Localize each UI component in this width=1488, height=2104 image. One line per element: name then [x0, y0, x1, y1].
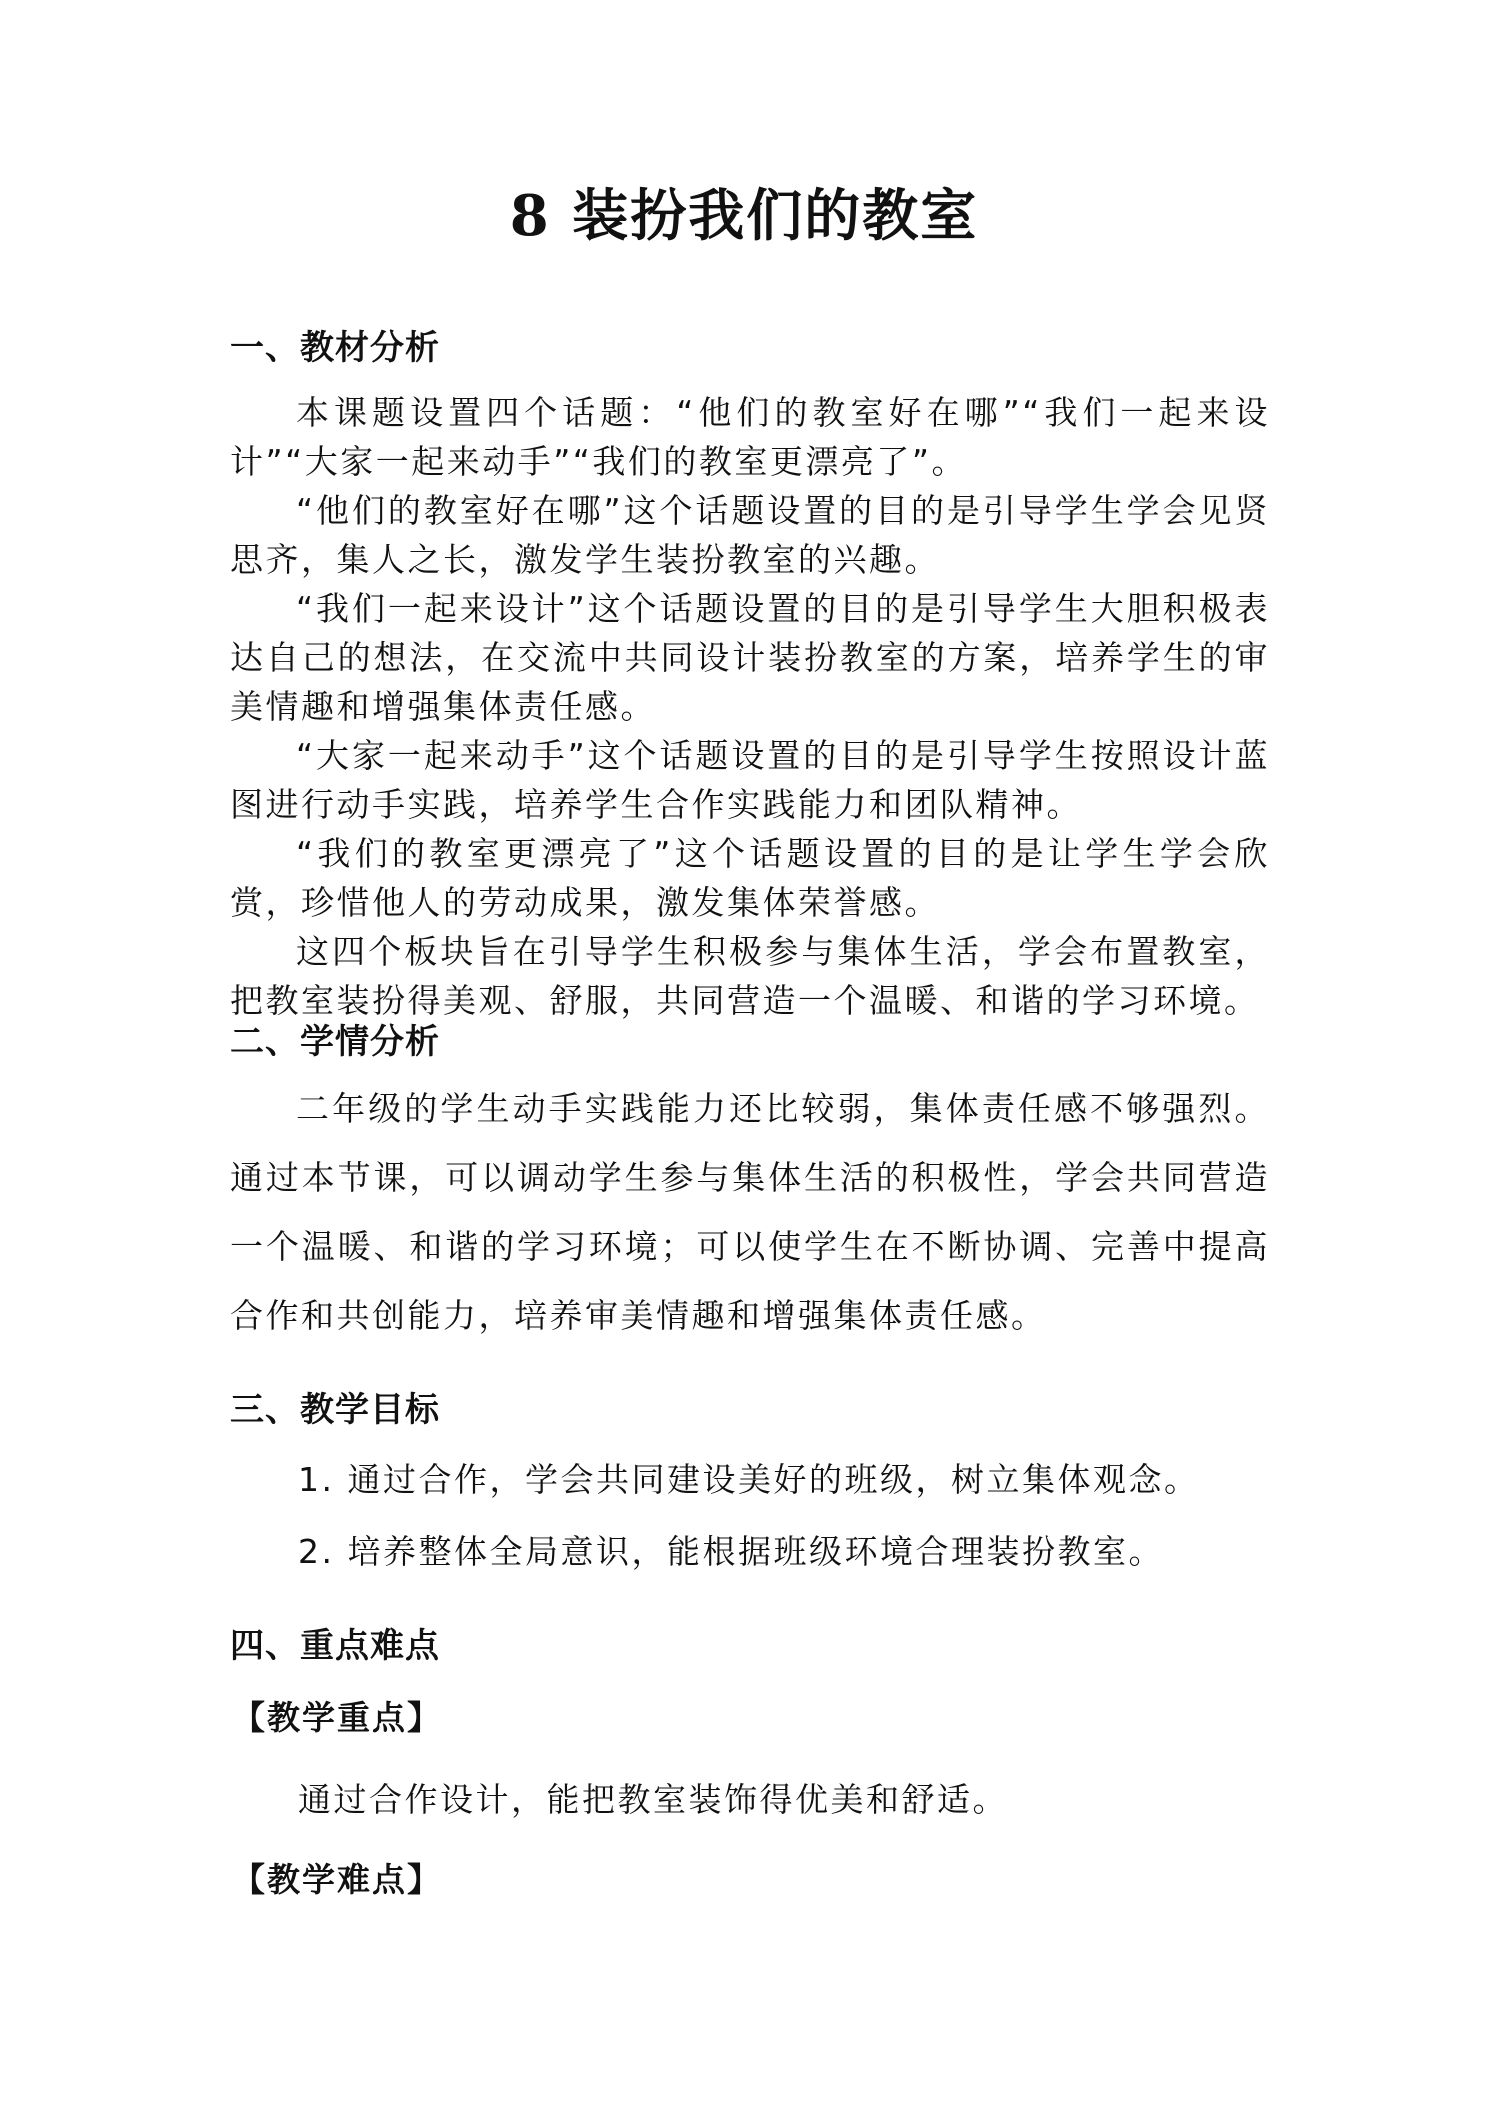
key-point-label: 【教学重点】	[232, 1698, 442, 1737]
paragraph: 这四个板块旨在引导学生积极参与集体生活，学会布置教室，把教室装扮得美观、舒服，共同营造一个温暖、和谐的学习环境。	[230, 932, 1270, 1020]
section-heading-textbook-analysis: 一、教材分析	[230, 328, 440, 368]
paragraph: 二年级的学生动手实践能力还比较弱，集体责任感不够强烈。通过本节课，可以调动学生参与集体生活的积极性，学会共同营造一个温暖、和谐的学习环境；可以使学生在不断协调、完善中提高合作和共创能力，培养审美情趣和增强集体责任感。	[230, 1089, 1270, 1335]
paragraph: “我们一起来设计”这个话题设置的目的是引导学生大胆积极表达自己的想法，在交流中共同设计装扮教室的方案，培养学生的审美情趣和增强集体责任感。	[230, 589, 1270, 726]
key-point-text: 通过合作设计，能把教室装饰得优美和舒适。	[298, 1780, 1008, 1819]
paragraph: 本课题设置四个话题：“他们的教室好在哪”“我们一起来设计”“大家一起来动手”“我们的教室更漂亮了”。	[230, 393, 1270, 481]
section-heading-key-points: 四、重点难点	[230, 1626, 440, 1666]
student-analysis-body	[230, 1074, 1270, 1350]
document-title: 8 装扮我们的教室	[509, 183, 979, 249]
paragraph: “我们的教室更漂亮了”这个话题设置的目的是让学生学会欣赏，珍惜他人的劳动成果，激发集体荣誉感。	[230, 834, 1270, 922]
paragraph: “他们的教室好在哪”这个话题设置的目的是引导学生学会见贤思齐，集人之长，激发学生装扮教室的兴趣。	[230, 491, 1270, 579]
goal-item-1: 1. 通过合作，学会共同建设美好的班级，树立集体观念。	[298, 1460, 1200, 1499]
section-heading-student-analysis: 二、学情分析	[230, 1022, 440, 1062]
difficulty-label: 【教学难点】	[232, 1860, 442, 1899]
goal-item-2: 2. 培养整体全局意识，能根据班级环境合理装扮教室。	[298, 1532, 1164, 1571]
textbook-analysis-body	[230, 388, 1270, 1025]
paragraph: “大家一起来动手”这个话题设置的目的是引导学生按照设计蓝图进行动手实践，培养学生合作实践能力和团队精神。	[230, 736, 1270, 824]
section-heading-teaching-goals: 三、教学目标	[230, 1390, 440, 1430]
